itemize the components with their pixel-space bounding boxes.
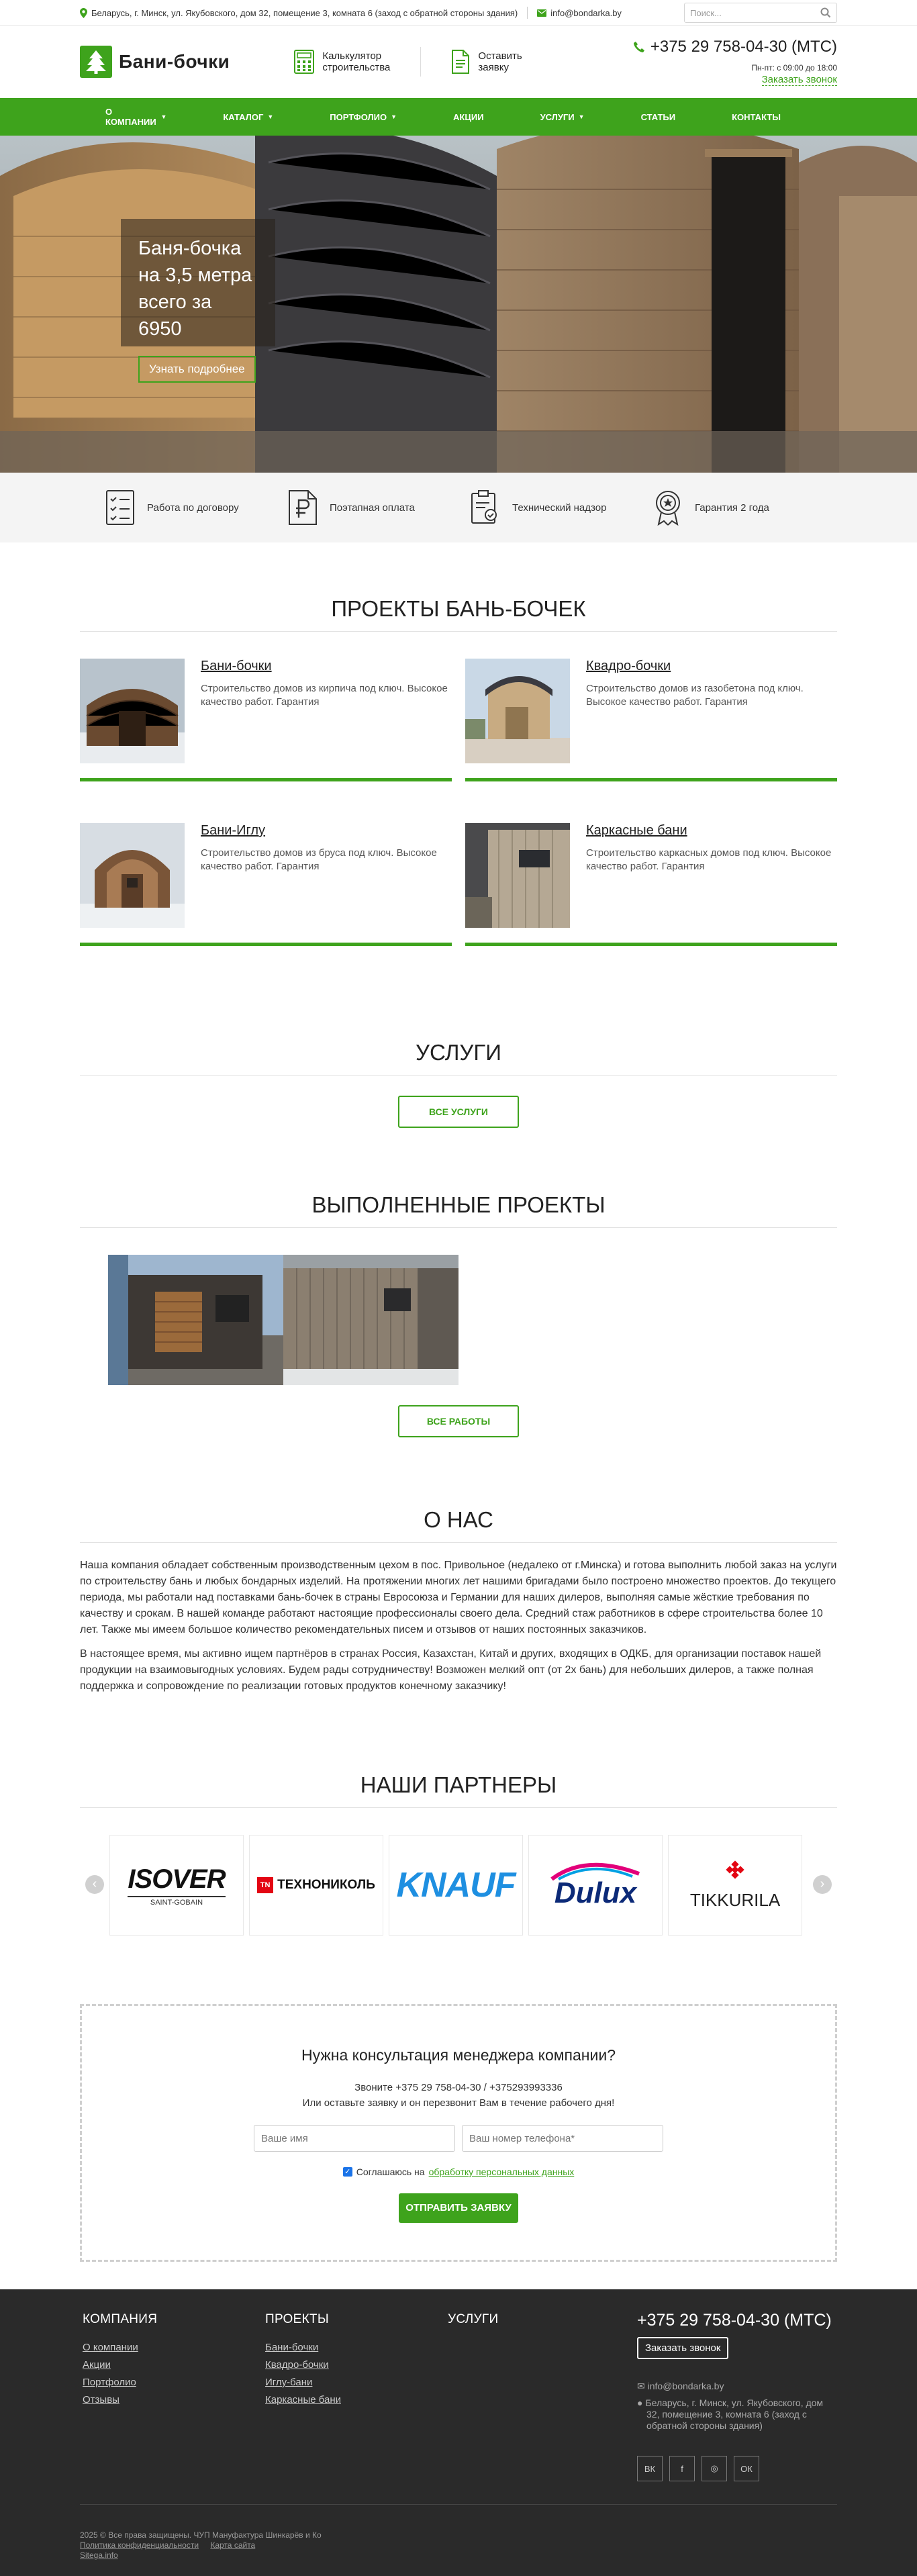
nav-item[interactable] <box>540 112 585 122</box>
footer-link[interactable]: Иглу-бани <box>265 2377 313 2388</box>
about-text <box>80 1558 837 1695</box>
header-phone[interactable] <box>633 38 837 56</box>
chevron-down-icon: ▼ <box>391 113 397 120</box>
name-input[interactable] <box>254 2125 455 2152</box>
partners-title: НАШИ ПАРТНЕРЫ <box>80 1772 837 1808</box>
location-pin-icon: ● <box>637 2397 643 2408</box>
consent-row <box>82 2166 835 2177</box>
project-desc: Строительство каркасных домов под ключ. Высокое качество работ. Гарантия <box>586 847 832 872</box>
project-card[interactable] <box>465 659 837 781</box>
footer-bottom <box>80 2531 322 2560</box>
header-callback-link[interactable]: Заказать звонок <box>761 74 837 85</box>
footer-divider <box>80 2504 837 2505</box>
footer-link[interactable]: Портфолио <box>83 2377 136 2388</box>
vk-icon[interactable]: ВК <box>637 2456 663 2481</box>
projects-grid <box>80 659 837 946</box>
done-projects-title: ВЫПОЛНЕННЫЕ ПРОЕКТЫ <box>80 1192 837 1228</box>
consultation-inputs <box>82 2125 835 2152</box>
topbar-email-link[interactable] <box>537 8 622 18</box>
all-services-button[interactable]: ВСЕ УСЛУГИ <box>398 1096 519 1128</box>
header-divider <box>420 47 421 77</box>
footer <box>0 2289 917 2576</box>
nav-item-label: УСЛУГИ <box>540 111 575 122</box>
nav-list <box>80 98 837 136</box>
inspection-icon <box>471 489 500 526</box>
instagram-icon[interactable]: ◎ <box>702 2456 727 2481</box>
header-hours: Пн-пт: с 09:00 до 18:00 <box>751 63 837 73</box>
done-project-image[interactable] <box>108 1255 283 1385</box>
knauf-logo-text: KNAUF <box>396 1866 516 1905</box>
footer-address-text: Беларусь, г. Минск, ул. Якубовского, дом 32, помещение 3, комната 6 (заход с обратной стороны здания) <box>645 2397 824 2431</box>
nav-item[interactable] <box>641 112 676 122</box>
nav-item-label: КОНТАКТЫ <box>732 111 781 122</box>
carousel-prev-arrow-icon[interactable]: ‹ <box>85 1875 104 1894</box>
feature-warranty <box>653 489 836 526</box>
features-bar <box>0 473 917 542</box>
feature-payment <box>288 489 471 526</box>
calculator-label-line1: Калькулятор <box>322 50 382 62</box>
consultation-title: Нужна консультация менеджера компании? <box>301 2046 616 2064</box>
footer-link[interactable]: Отзывы <box>83 2394 119 2405</box>
logo[interactable] <box>80 46 230 78</box>
hero-more-button[interactable]: Узнать подробнее <box>138 356 256 383</box>
technonicol-logo-text: ТЕХНОНИКОЛЬ <box>277 1878 375 1892</box>
odnoklassniki-icon[interactable]: ОК <box>734 2456 759 2481</box>
search-input[interactable] <box>684 3 837 23</box>
nav-item[interactable] <box>105 107 166 127</box>
hero-title <box>138 235 258 342</box>
project-image-igloo[interactable] <box>80 823 185 928</box>
isover-logo <box>128 1864 225 1907</box>
consent-text: Соглашаюсь на <box>356 2166 425 2177</box>
chevron-down-icon: ▼ <box>578 113 585 120</box>
dulux-logo <box>545 1860 646 1910</box>
footer-contacts <box>637 2311 838 2481</box>
copyright-text: 2025 © Все права защищены. ЧУП Мануфактура Шинкарёв и Ко <box>80 2530 322 2540</box>
tikkurila-logo <box>690 1860 780 1911</box>
leave-request-line2: заявку <box>478 62 509 73</box>
footer-column-company <box>83 2312 157 2412</box>
hero-title-line1: Баня-бочка на 3,5 метра <box>138 238 252 286</box>
footer-link[interactable]: Акции <box>83 2359 111 2371</box>
contract-icon <box>105 489 135 526</box>
isover-logo-sub: SAINT-GOBAIN <box>128 1896 225 1907</box>
partner-logo-tikkurila[interactable] <box>668 1835 802 1936</box>
partner-logo-technonicol[interactable] <box>249 1835 383 1936</box>
footer-legal-links <box>80 2541 322 2550</box>
developer-credit <box>80 2551 322 2560</box>
project-link[interactable]: Бани-Иглу <box>201 823 266 838</box>
footer-link[interactable]: О компании <box>83 2342 138 2353</box>
topbar <box>0 0 917 26</box>
carousel-next-arrow-icon[interactable]: › <box>813 1875 832 1894</box>
technonicol-mark: TN <box>257 1877 273 1893</box>
footer-link[interactable]: Бани-бочки <box>265 2342 319 2353</box>
project-image-barrel[interactable] <box>80 659 185 763</box>
footer-email-text: info@bondarka.by <box>647 2381 724 2391</box>
logo-text: Бани-бочки <box>119 51 230 72</box>
mail-icon: ✉ <box>637 2381 645 2391</box>
header-contacts <box>633 38 837 86</box>
partner-logo-knauf[interactable] <box>389 1835 523 1936</box>
footer-column-services <box>448 2312 498 2342</box>
partner-logo-dulux[interactable] <box>528 1835 663 1936</box>
project-info <box>201 823 452 928</box>
hero-title-line2: всего за 6950 <box>138 291 212 340</box>
about-title: О НАС <box>80 1507 837 1543</box>
services-section <box>0 946 917 1128</box>
leave-request-line1: Оставить <box>478 50 522 62</box>
partners-carousel <box>80 1835 837 1936</box>
footer-email[interactable] <box>637 2381 838 2392</box>
isover-logo-text: ISOVER <box>128 1864 226 1894</box>
footer-column-title: УСЛУГИ <box>448 2312 499 2326</box>
topbar-divider <box>527 7 528 19</box>
partners-logos <box>109 1835 802 1936</box>
nav-item-label: СТАТЬИ <box>640 111 676 122</box>
about-section <box>0 1437 917 1695</box>
consultation-phones: Звоните +375 29 758-04-30 / +375293993336 <box>354 2082 563 2093</box>
project-link[interactable]: Квадро-бочки <box>586 659 671 673</box>
project-image-quadro[interactable] <box>465 659 570 763</box>
chevron-down-icon: ▼ <box>267 113 274 120</box>
about-paragraph: В настоящее время, мы активно ищем партнёров в странах Россия, Казахстан, Китай и других, входящих в ОДКБ, для организации поставок нашей продукции на взаимовыгодных условиях. Будем рады сотрудничеству! Возможен мелкий опт (от 2х бань) для небольших дилеров, а также полная поддержка и сопровождение по реализации готовых продуктов конечному заказчику! <box>80 1648 822 1692</box>
privacy-link[interactable]: обработку персональных данных <box>428 2166 575 2177</box>
project-desc: Строительство домов из кирпича под ключ. Высокое качество работ. Гарантия <box>201 683 448 708</box>
nav-item-label: О КОМПАНИИ <box>105 107 156 127</box>
mail-icon <box>537 9 546 17</box>
tree-icon <box>80 46 112 78</box>
phone-icon <box>633 41 645 53</box>
project-desc: Строительство домов из бруса под ключ. Высокое качество работ. Гарантия <box>201 847 437 872</box>
consultation-subtitle: Или оставьте заявку и он перезвонит Вам в течение рабочего дня! <box>302 2097 615 2109</box>
location-pin-icon <box>80 8 87 18</box>
nav-item-label: ПОРТФОЛИО <box>330 111 387 122</box>
project-card[interactable] <box>80 823 452 946</box>
chevron-down-icon: ▼ <box>160 113 167 120</box>
consultation-form <box>80 2004 837 2262</box>
nav-item-label: КАТАЛОГ <box>223 111 264 122</box>
footer-column-title: КОМПАНИЯ <box>83 2312 158 2326</box>
leave-request-label <box>478 50 522 73</box>
calculator-link[interactable] <box>294 50 390 74</box>
feature-warranty-label: Гарантия 2 года <box>695 502 769 514</box>
header-phone-text: +375 29 758-04-30 (МТС) <box>650 38 837 56</box>
sitemap-link[interactable]: Карта сайта <box>210 2540 256 2550</box>
calculator-label <box>322 50 390 73</box>
nav-item[interactable] <box>732 112 781 122</box>
footer-callback-button[interactable]: Заказать звонок <box>637 2337 728 2359</box>
nav-item-label: АКЦИИ <box>453 111 484 122</box>
submit-request-button[interactable]: ОТПРАВИТЬ ЗАЯВКУ <box>399 2193 518 2223</box>
document-icon <box>451 50 470 74</box>
privacy-policy-link[interactable]: Политика конфиденциальности <box>80 2540 199 2550</box>
about-paragraph: Наша компания обладает собственным производственным цехом в пос. Привольное (недалеко от г.Минска) и готова выполнить любой заказ на услуги по строительству бань и любых бондарных изделий. На протяжении многих лет нашими бригадами было построено множество проектов. До текущего периода, мы работали над поставками бань-бочек в страны Евросоюза и Германии для наших дилеров, выполняя самые жёсткие требования по качеству и срокам. В нашей команде работают настоящие профессионалы своего дела. Средний стаж работников в сфере строительства более 10 лет. Также мы имеем большое количество рекомендательных писем и отзывов от наших постоянных заказчиков. <box>80 1560 837 1635</box>
project-card[interactable] <box>465 823 837 946</box>
phone-input[interactable] <box>462 2125 663 2152</box>
dulux-logo-text: Dulux <box>554 1876 637 1909</box>
project-link[interactable]: Бани-бочки <box>201 659 272 673</box>
project-image-frame[interactable] <box>465 823 570 928</box>
footer-link[interactable]: Квадро-бочки <box>265 2359 329 2371</box>
tikkurila-logo-text: TIKKURILA <box>689 1889 781 1910</box>
footer-column-projects <box>265 2312 341 2412</box>
project-info <box>201 659 452 763</box>
feature-supervision <box>471 489 653 526</box>
technonicol-logo <box>257 1877 375 1893</box>
project-info <box>586 823 837 928</box>
project-card[interactable] <box>80 659 452 781</box>
feature-contract-label: Работа по договору <box>147 502 239 514</box>
calculator-icon <box>294 50 314 74</box>
footer-social <box>637 2456 838 2481</box>
project-link[interactable]: Каркасные бани <box>586 823 687 838</box>
topbar-address-text: Беларусь, г. Минск, ул. Якубовского, дом 32, помещение 3, комната 6 (заход с обратной стороны здания) <box>91 7 518 18</box>
footer-column-title: ПРОЕКТЫ <box>265 2312 329 2326</box>
topbar-email-text: info@bondarka.by <box>550 7 622 18</box>
calculator-label-line2: строительства <box>322 62 391 73</box>
developer-link[interactable]: Sitega.info <box>80 2550 118 2560</box>
ruble-icon <box>288 489 318 526</box>
all-works-button[interactable]: ВСЕ РАБОТЫ <box>398 1405 519 1437</box>
done-projects-gallery <box>80 1255 837 1385</box>
leave-request-link[interactable] <box>451 50 522 74</box>
footer-address <box>637 2397 838 2432</box>
footer-phone[interactable]: +375 29 758-04-30 (МТС) <box>637 2311 832 2330</box>
hero-overlay <box>121 219 275 375</box>
partner-logo-isover[interactable] <box>109 1835 244 1936</box>
main-nav <box>0 98 917 136</box>
footer-link[interactable]: Каркасные бани <box>265 2394 341 2405</box>
facebook-icon[interactable]: f <box>669 2456 695 2481</box>
header <box>0 26 917 98</box>
partners-section <box>0 1703 917 1936</box>
services-title: УСЛУГИ <box>80 1040 837 1076</box>
nav-item[interactable] <box>453 112 484 122</box>
projects-title: ПРОЕКТЫ БАНЬ-БОЧЕК <box>80 596 837 632</box>
consent-checkbox[interactable]: ✓ <box>343 2167 352 2177</box>
feature-supervision-label: Технический надзор <box>512 502 607 514</box>
done-projects-section <box>0 1128 917 1437</box>
award-icon <box>653 489 683 526</box>
feature-contract <box>105 489 288 526</box>
nav-item[interactable] <box>330 112 397 122</box>
project-desc: Строительство домов из газобетона под ключ. Высокое качество работ. Гарантия <box>586 683 804 708</box>
done-project-image[interactable] <box>283 1255 458 1385</box>
tikkurila-diamond-icon <box>722 1860 749 1887</box>
feature-payment-label: Поэтапная оплата <box>330 502 415 514</box>
search-placeholder: Поиск... <box>690 7 722 18</box>
projects-section <box>0 542 917 946</box>
hero-banner <box>0 136 917 473</box>
search-icon[interactable] <box>820 7 831 18</box>
topbar-address <box>80 8 518 18</box>
project-info <box>586 659 837 763</box>
nav-item[interactable] <box>223 112 273 122</box>
